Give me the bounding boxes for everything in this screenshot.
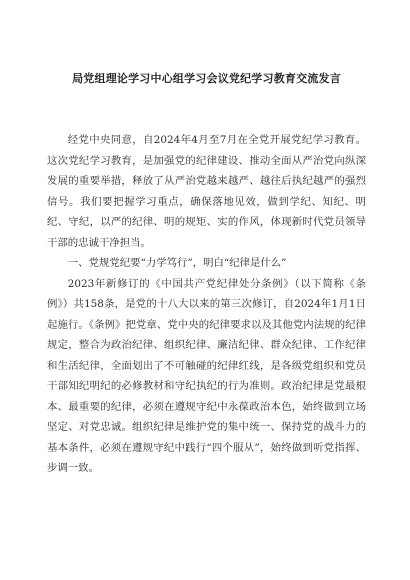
section-heading-1: 一、党规党纪要“力学笃行”，明白“纪律是什么” xyxy=(67,257,287,269)
document-title: 局党组理论学习中心组学习会议党纪学习教育交流发言 xyxy=(72,72,341,85)
paragraph-regulations: 2023年新修订的《中国共产党纪律处分条例》（以下简称《条例》）共158条，是党的十八大以来的第三次修订，自2024年1月1日起施行。《条例》把党章、党中央的纪律要求以及其他党内法规的纪律规定，整合为政治纪律、组织纪律、廉洁纪律、群众纪律、工作纪律和生活纪律，全面划出了不可触碰的纪律红线，是各级党组织和党员干部知纪明纪的必修教材和守纪执纪的行为准则。政治纪律是党最根本、最重要的纪律，必须在遵规守纪中永葆政治本色，始终做到立场坚定、对党忠诚。组织纪律是维护党的集中统一、保持党的战斗力的基本条件，必须在遵规守纪中践行“四个服从”，始终做到听党指挥、步调一致。 xyxy=(47,277,366,474)
paragraph-intro: 经党中央同意，自2024年4月至7月在全党开展党纪学习教育。这次党纪学习教育，是加强党的纪律建设、推动全面从严治党向纵深发展的重要举措，释放了从严治党越来越严、越往后执纪越严的强烈信号。我们要把握学习重点，确保落地见效，做到学纪、知纪、明纪、守纪，以严的纪律、明的规矩、实的作风，体现新时代党员领导干部的忠诚干净担当。 xyxy=(47,134,366,249)
